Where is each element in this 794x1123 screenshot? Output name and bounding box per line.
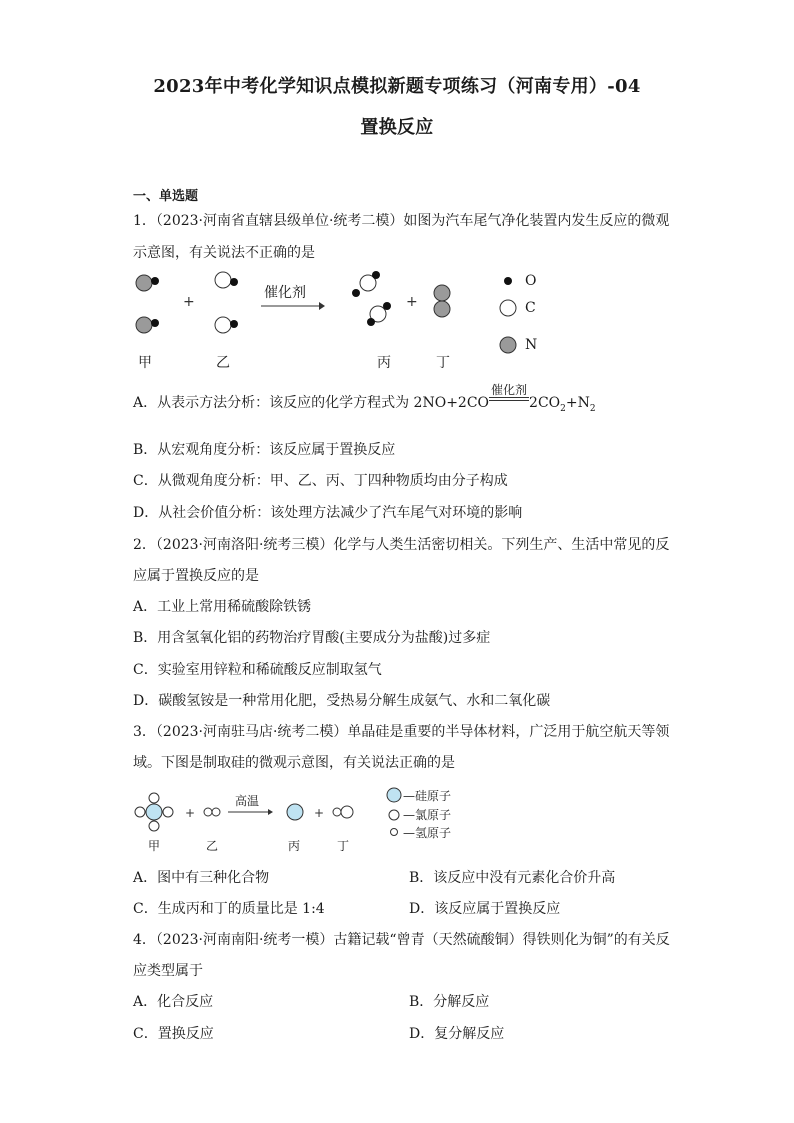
q1-equation-condition <box>489 383 529 413</box>
q3-legend-cl-label: —氯原子 <box>403 808 452 822</box>
q2-stem-line1: 2．（2023·河南洛阳·统考三模）化学与人类生活密切相关。下列生产、生活中常见的反 <box>133 537 670 553</box>
q1-equation-n: +N <box>565 395 590 411</box>
q1-legend-o-icon <box>504 277 512 285</box>
q3-reaction-diagram <box>128 785 398 835</box>
q2-option-b: B．用含氢氧化铝的药物治疗胃酸(主要成分为盐酸)过多症 <box>133 630 491 646</box>
q1-legend-c-label: C <box>525 300 536 316</box>
q1-plus-sign-2: + <box>406 294 418 310</box>
q3-option-a: A．图中有三种化合物 <box>133 870 270 886</box>
document-title-line2: 置换反应 <box>360 117 434 138</box>
q1-co-molecule <box>215 317 238 333</box>
q1-co-molecule <box>215 272 238 288</box>
section-heading: 一、单选题 <box>133 189 199 204</box>
q3-option-d: D．该反应属于置换反应 <box>409 901 561 917</box>
q4-option-a: A．化合反应 <box>133 994 214 1010</box>
q3-label-jia: 甲 <box>148 839 161 853</box>
q2-option-a: A．工业上常用稀硫酸除铁锈 <box>133 599 312 615</box>
q2-stem-line2: 应属于置换反应的是 <box>133 568 259 584</box>
q3-condition-label: 高温 <box>235 794 260 808</box>
q1-legend-n-icon <box>500 337 516 353</box>
q1-legend-o-label: O <box>525 273 537 289</box>
q3-si-atom <box>287 804 303 820</box>
q1-equation-catalyst: 催化剂 <box>491 383 528 397</box>
q3-legend-cl-icon <box>389 810 399 820</box>
q2-option-c: C．实验室用锌粒和稀硫酸反应制取氢气 <box>133 662 382 678</box>
q1-equation-sub-2: 2 <box>589 403 596 414</box>
q4-option-c: C．置换反应 <box>133 1026 214 1042</box>
q1-option-a-text: A．从表示方法分析：该反应的化学方程式为 2NO+2CO <box>133 395 490 411</box>
q3-label-bing: 丙 <box>288 839 301 853</box>
q3-stem-line1: 3．（2023·河南驻马店·统考二模）单晶硅是重要的半导体材料，广泛用于航空航天等领 <box>133 724 670 740</box>
q3-plus-sign-2: + <box>314 806 325 820</box>
q1-stem-line1: 1．（2023·河南省直辖县级单位·统考二模）如图为汽车尾气净化装置内发生反应的微观 <box>133 213 670 229</box>
q1-option-c: C．从微观角度分析：甲、乙、丙、丁四种物质均由分子构成 <box>133 473 508 489</box>
q3-label-yi: 乙 <box>206 839 219 853</box>
q1-option-b: B．从宏观角度分析：该反应属于置换反应 <box>133 442 396 458</box>
q1-co2-molecule <box>352 271 380 297</box>
q1-no-molecule <box>136 317 159 333</box>
q1-no-molecule <box>136 275 159 291</box>
q3-label-ding: 丁 <box>337 839 350 853</box>
q3-legend-h-label: —氢原子 <box>403 826 452 840</box>
q2-option-d: D．碳酸氢铵是一种常用化肥，受热易分解生成氨气、水和二氧化碳 <box>133 693 551 709</box>
q1-stem-line2: 示意图，有关说法不正确的是 <box>133 245 315 261</box>
q1-equation-product: 2CO <box>529 395 561 411</box>
q1-reaction-diagram <box>125 266 565 376</box>
q4-stem-line2: 应类型属于 <box>133 963 203 979</box>
q3-plus-sign: + <box>185 806 196 820</box>
q1-catalyst-label: 催化剂 <box>264 285 306 301</box>
q1-plus-sign: + <box>183 294 195 310</box>
q1-label-ding: 丁 <box>436 355 450 371</box>
q3-stem-line2: 域。下图是制取硅的微观示意图，有关说法正确的是 <box>133 755 455 771</box>
q1-co2-molecule <box>367 302 391 326</box>
q4-option-d: D．复分解反应 <box>409 1026 505 1042</box>
q3-option-c: C．生成丙和丁的质量比是 1:4 <box>133 901 325 917</box>
q3-option-b: B．该反应中没有元素化合价升高 <box>409 870 616 886</box>
q1-n2-molecule <box>434 285 450 317</box>
q3-legend <box>384 786 404 838</box>
q3-legend-h-icon <box>391 829 398 836</box>
q3-legend-si-icon <box>387 788 401 802</box>
q1-label-jia: 甲 <box>138 355 152 371</box>
q1-legend-c-icon <box>500 300 516 316</box>
q1-option-d: D．从社会价值分析：该处理方法减少了汽车尾气对环境的影响 <box>133 505 523 521</box>
q1-label-bing: 丙 <box>377 355 391 371</box>
q4-option-b: B．分解反应 <box>409 994 490 1010</box>
q3-legend-si-label: —硅原子 <box>403 789 452 803</box>
q4-stem-line1: 4．（2023·河南南阳·统考一模）古籍记载“曾青（天然硫酸铜）得铁则化为铜”的有关反 <box>133 932 670 948</box>
q1-legend-n-label: N <box>525 337 538 353</box>
q3-hcl-molecule <box>333 806 353 818</box>
q3-sicl4-molecule <box>135 793 173 831</box>
q1-label-yi: 乙 <box>216 355 230 371</box>
q1-equation-sub: 2 <box>560 403 566 414</box>
q1-option-a <box>133 383 596 419</box>
document-title-line1: 2023年中考化学知识点模拟新题专项练习（河南专用）-04 <box>153 76 641 97</box>
q3-h2-molecule <box>204 808 220 816</box>
